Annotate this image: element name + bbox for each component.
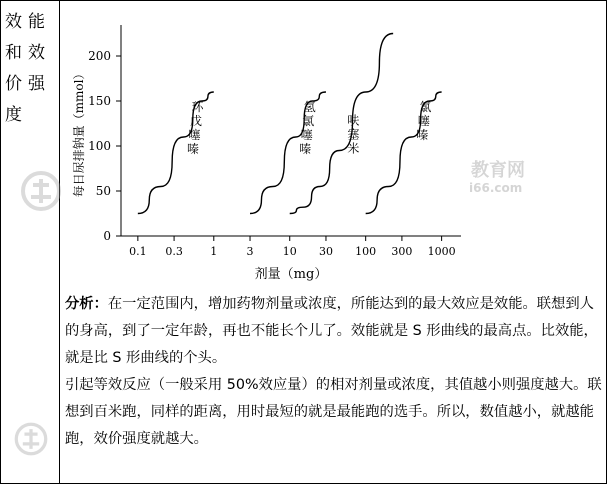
x-tick-label: 1 [210,245,218,258]
dose-response-chart [63,3,473,288]
column-divider [59,1,60,483]
x-tick-label: 100 [355,245,377,258]
series-label-char: 米 [347,141,360,156]
y-tick-label: 200 [88,49,111,63]
y-tick-label: 100 [88,139,111,153]
series-label-char: 塞 [347,127,360,142]
watermark-text-2: i66.com [469,181,523,195]
analysis-text [65,291,603,453]
analysis-para-1 [65,291,603,372]
analysis-para-1-text: 在一定范围内，增加药物剂量或浓度，所能达到的最大效应是效能。联想到人的身高，到了一定年龄，再也不能长个儿了。效能就是 S 形曲线的最高点。比效能，就是比 S 形曲线的个头。 [65,296,598,366]
series-label [299,100,316,156]
x-tick-label: 300 [391,245,413,258]
series-label [416,100,431,142]
x-tick-label: 30 [318,245,333,258]
series-label-char: 噻 [188,128,201,142]
x-tick-label: 0.3 [165,245,183,258]
series-label-char: 氯 [419,100,432,114]
watermark-text-1: 教育网 [471,160,525,181]
x-tick-label: 0.1 [129,245,147,258]
series-label-char: 噻 [417,114,430,128]
x-axis-label: 剂量（mg） [254,267,328,282]
series-label-char: 嗪 [187,142,200,156]
x-tick-label: 10 [282,245,297,258]
series-label-char: 戊 [190,114,203,128]
series-label [347,113,359,156]
series-label-char: 氯 [302,114,315,128]
row-label: 效能和效价强度 [5,12,51,125]
series-label-char: 嗪 [416,128,429,142]
series-label-char: 噻 [300,128,313,142]
series-label-char: 呋 [347,113,360,128]
y-tick-label: 150 [88,94,111,108]
watermark-logo [19,169,63,213]
analysis-para-2: 引起等效反应（一般采用 50%效应量）的相对剂量或浓度，其值越小则强度越大。联想到百米跑，同样的距离，用时最短的就是最能跑的选手。所以，数值越小，就越能跑，效价强度就越大。 [65,377,602,447]
watermark-logo-2 [13,421,49,457]
y-axis-label: 每日尿排钠量（mmol） [72,67,86,198]
series-label-char: 嗪 [299,142,312,156]
x-tick-label: 3 [246,245,254,258]
analysis-heading: 分析： [65,296,108,312]
x-tick-label: 1000 [427,245,456,258]
series-label-char: 氢 [303,100,316,114]
series-label [187,100,205,156]
series-label-char: 环 [191,100,204,114]
y-tick-label: 50 [95,184,111,198]
y-tick-label: 0 [103,229,111,243]
